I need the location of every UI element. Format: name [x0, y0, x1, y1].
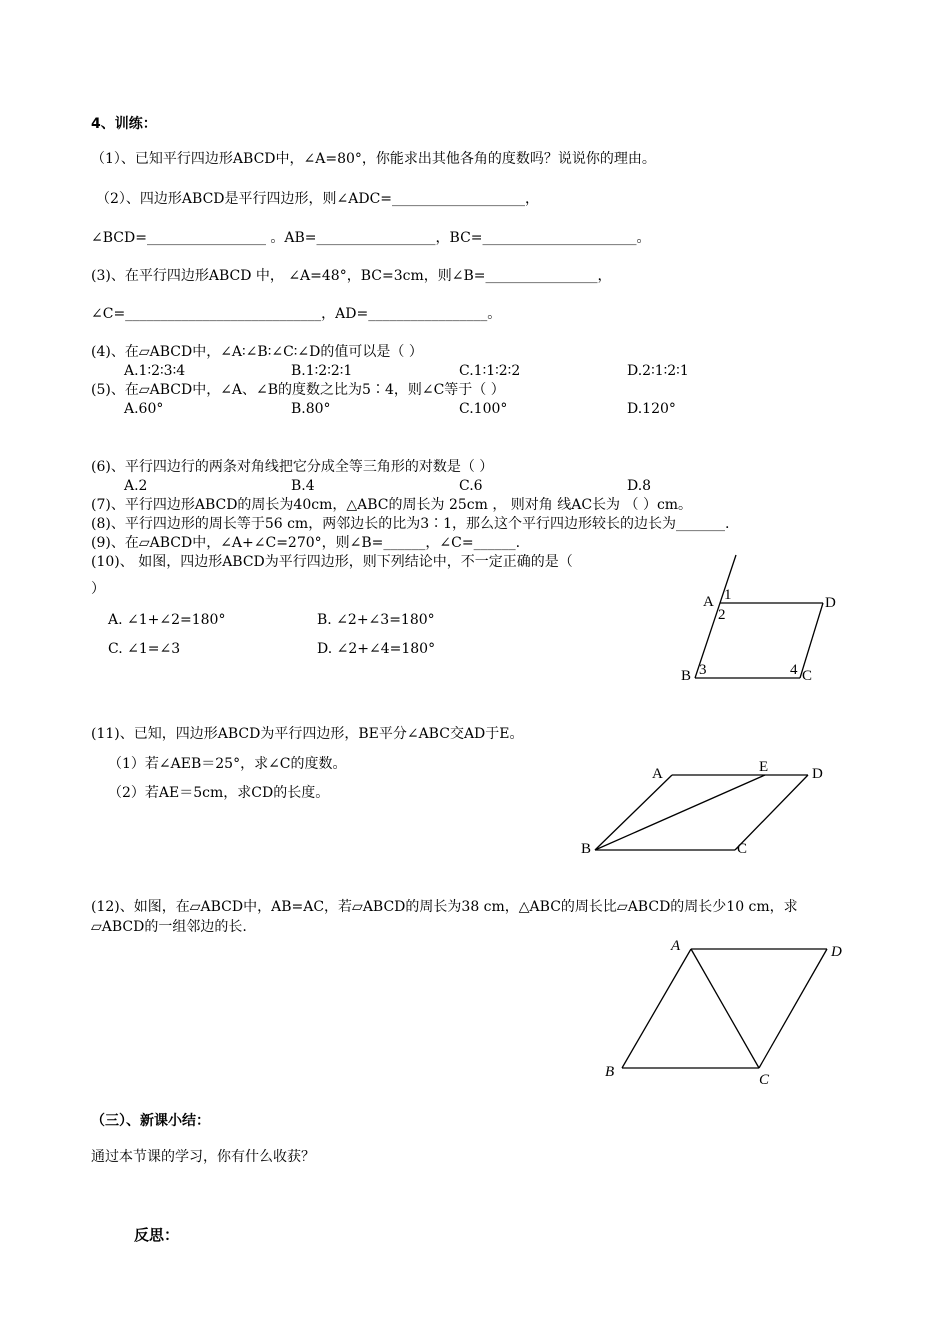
question-12-line-1: (12)、如图，在▱ABCD中，AB=AC，若▱ABCD的周长为38 cm，△ABC的周长比▱ABCD的周长少10 cm，求: [91, 899, 798, 915]
point-label-d: D: [831, 944, 842, 960]
question-5-option-a: A.60°: [124, 401, 164, 417]
question-11-stem: (11)、已知，四边形ABCD为平行四边形，BE平分∠ABC交AD于E。: [91, 726, 524, 742]
question-8: (8)、平行四边形的周长等于56 cm，两邻边长的比为3∶1，那么这个平行四边形较长的边长为_______.: [91, 516, 730, 532]
point-label-d: D: [825, 595, 836, 611]
point-label-b: B: [681, 668, 692, 684]
question-4-option-a: A.1∶2∶3∶4: [124, 363, 186, 379]
point-label-a: A: [671, 938, 681, 954]
question-11-figure: [575, 755, 835, 860]
question-5-stem: (5)、在▱ABCD中，∠A、∠B的度数之比为5∶4，则∠C等于（ ）: [91, 382, 505, 398]
point-label-c: C: [759, 1072, 770, 1087]
point-label-b: B: [581, 841, 592, 857]
question-4-stem: (4)、在▱ABCD中，∠A∶∠B∶∠C∶∠D的值可以是（ ）: [91, 344, 423, 360]
question-10-option-a: A. ∠1+∠2=180°: [108, 612, 226, 628]
question-3-line-2: ∠C=____________________________，AD=_________________。: [91, 306, 502, 322]
question-12-line-2: ▱ABCD的一组邻边的长.: [91, 919, 247, 935]
angle-label-4: 4: [790, 662, 798, 678]
summary-text: 通过本节课的学习，你有什么收获？: [91, 1149, 315, 1165]
side-cd: [735, 775, 808, 850]
question-3-line-1: (3)、在平行四边形ABCD 中， ∠A=48°，BC=3cm，则∠B=________________，: [91, 268, 612, 284]
question-5-option-d: D.120°: [627, 401, 676, 417]
side-ab: [595, 775, 672, 850]
question-11-part-1: （1）若∠AEB＝25°，求∠C的度数。: [108, 756, 347, 772]
question-2-line-2: ∠BCD=_________________ 。AB=_________________，BC=______________________。: [91, 230, 651, 246]
question-9: (9)、在▱ABCD中，∠A+∠C=270°，则∠B=______，∠C=______.: [91, 535, 521, 551]
transversal-line: [695, 555, 736, 678]
question-6-option-b: B.4: [291, 478, 315, 494]
angle-label-2: 2: [718, 607, 726, 623]
point-label-a: A: [703, 594, 714, 610]
summary-title: （三）、新课小结：: [91, 1113, 210, 1129]
side-cd: [759, 949, 827, 1068]
point-label-d: D: [812, 766, 823, 782]
point-label-c: C: [802, 668, 813, 684]
question-4-option-d: D.2∶1∶2∶1: [627, 363, 689, 379]
question-4-option-b: B.1∶2∶2∶1: [291, 363, 353, 379]
question-6-option-a: A.2: [124, 478, 148, 494]
point-label-b: B: [605, 1064, 615, 1080]
question-10-figure: [675, 550, 855, 690]
question-12-figure: [595, 932, 865, 1087]
question-11-part-2: （2）若AE＝5cm，求CD的长度。: [108, 785, 330, 801]
question-6-option-d: D.8: [627, 478, 652, 494]
side-ab: [622, 949, 691, 1068]
side-dc: [800, 603, 823, 678]
segment-be: [595, 775, 765, 850]
question-10-stem-continued: ）: [91, 581, 105, 597]
angle-label-3: 3: [699, 662, 707, 678]
question-2-line-1: （2）、四边形ABCD是平行四边形，则∠ADC=___________________，: [96, 191, 540, 207]
section-title: 4、训练：: [91, 116, 157, 132]
angle-label-1: 1: [724, 587, 732, 603]
question-7: (7)、平行四边形ABCD的周长为40cm，△ABC的周长为 25cm ， 则对角 线AC长为 （ ）cm。: [91, 497, 693, 513]
reflection-title: 反思：: [134, 1226, 180, 1244]
question-10-stem: (10)、 如图，四边形ABCD为平行四边形，则下列结论中，不一定正确的是（: [91, 554, 573, 570]
question-1: （1）、已知平行四边形ABCD中，∠A=80°，你能求出其他各角的度数吗？说说你的理由。: [91, 151, 656, 167]
diagonal-ac: [691, 949, 759, 1068]
question-5-option-b: B.80°: [291, 401, 331, 417]
question-6-option-c: C.6: [459, 478, 483, 494]
question-10-option-d: D. ∠2+∠4=180°: [317, 641, 436, 657]
question-10-option-b: B. ∠2+∠3=180°: [317, 612, 435, 628]
point-label-c: C: [737, 841, 748, 857]
question-10-option-c: C. ∠1=∠3: [108, 641, 181, 657]
question-6-stem: (6)、平行四边行的两条对角线把它分成全等三角形的对数是（ ）: [91, 459, 494, 475]
point-label-a: A: [652, 766, 663, 782]
question-4-option-c: C.1∶1∶2∶2: [459, 363, 521, 379]
question-5-option-c: C.100°: [459, 401, 508, 417]
point-label-e: E: [759, 759, 769, 775]
